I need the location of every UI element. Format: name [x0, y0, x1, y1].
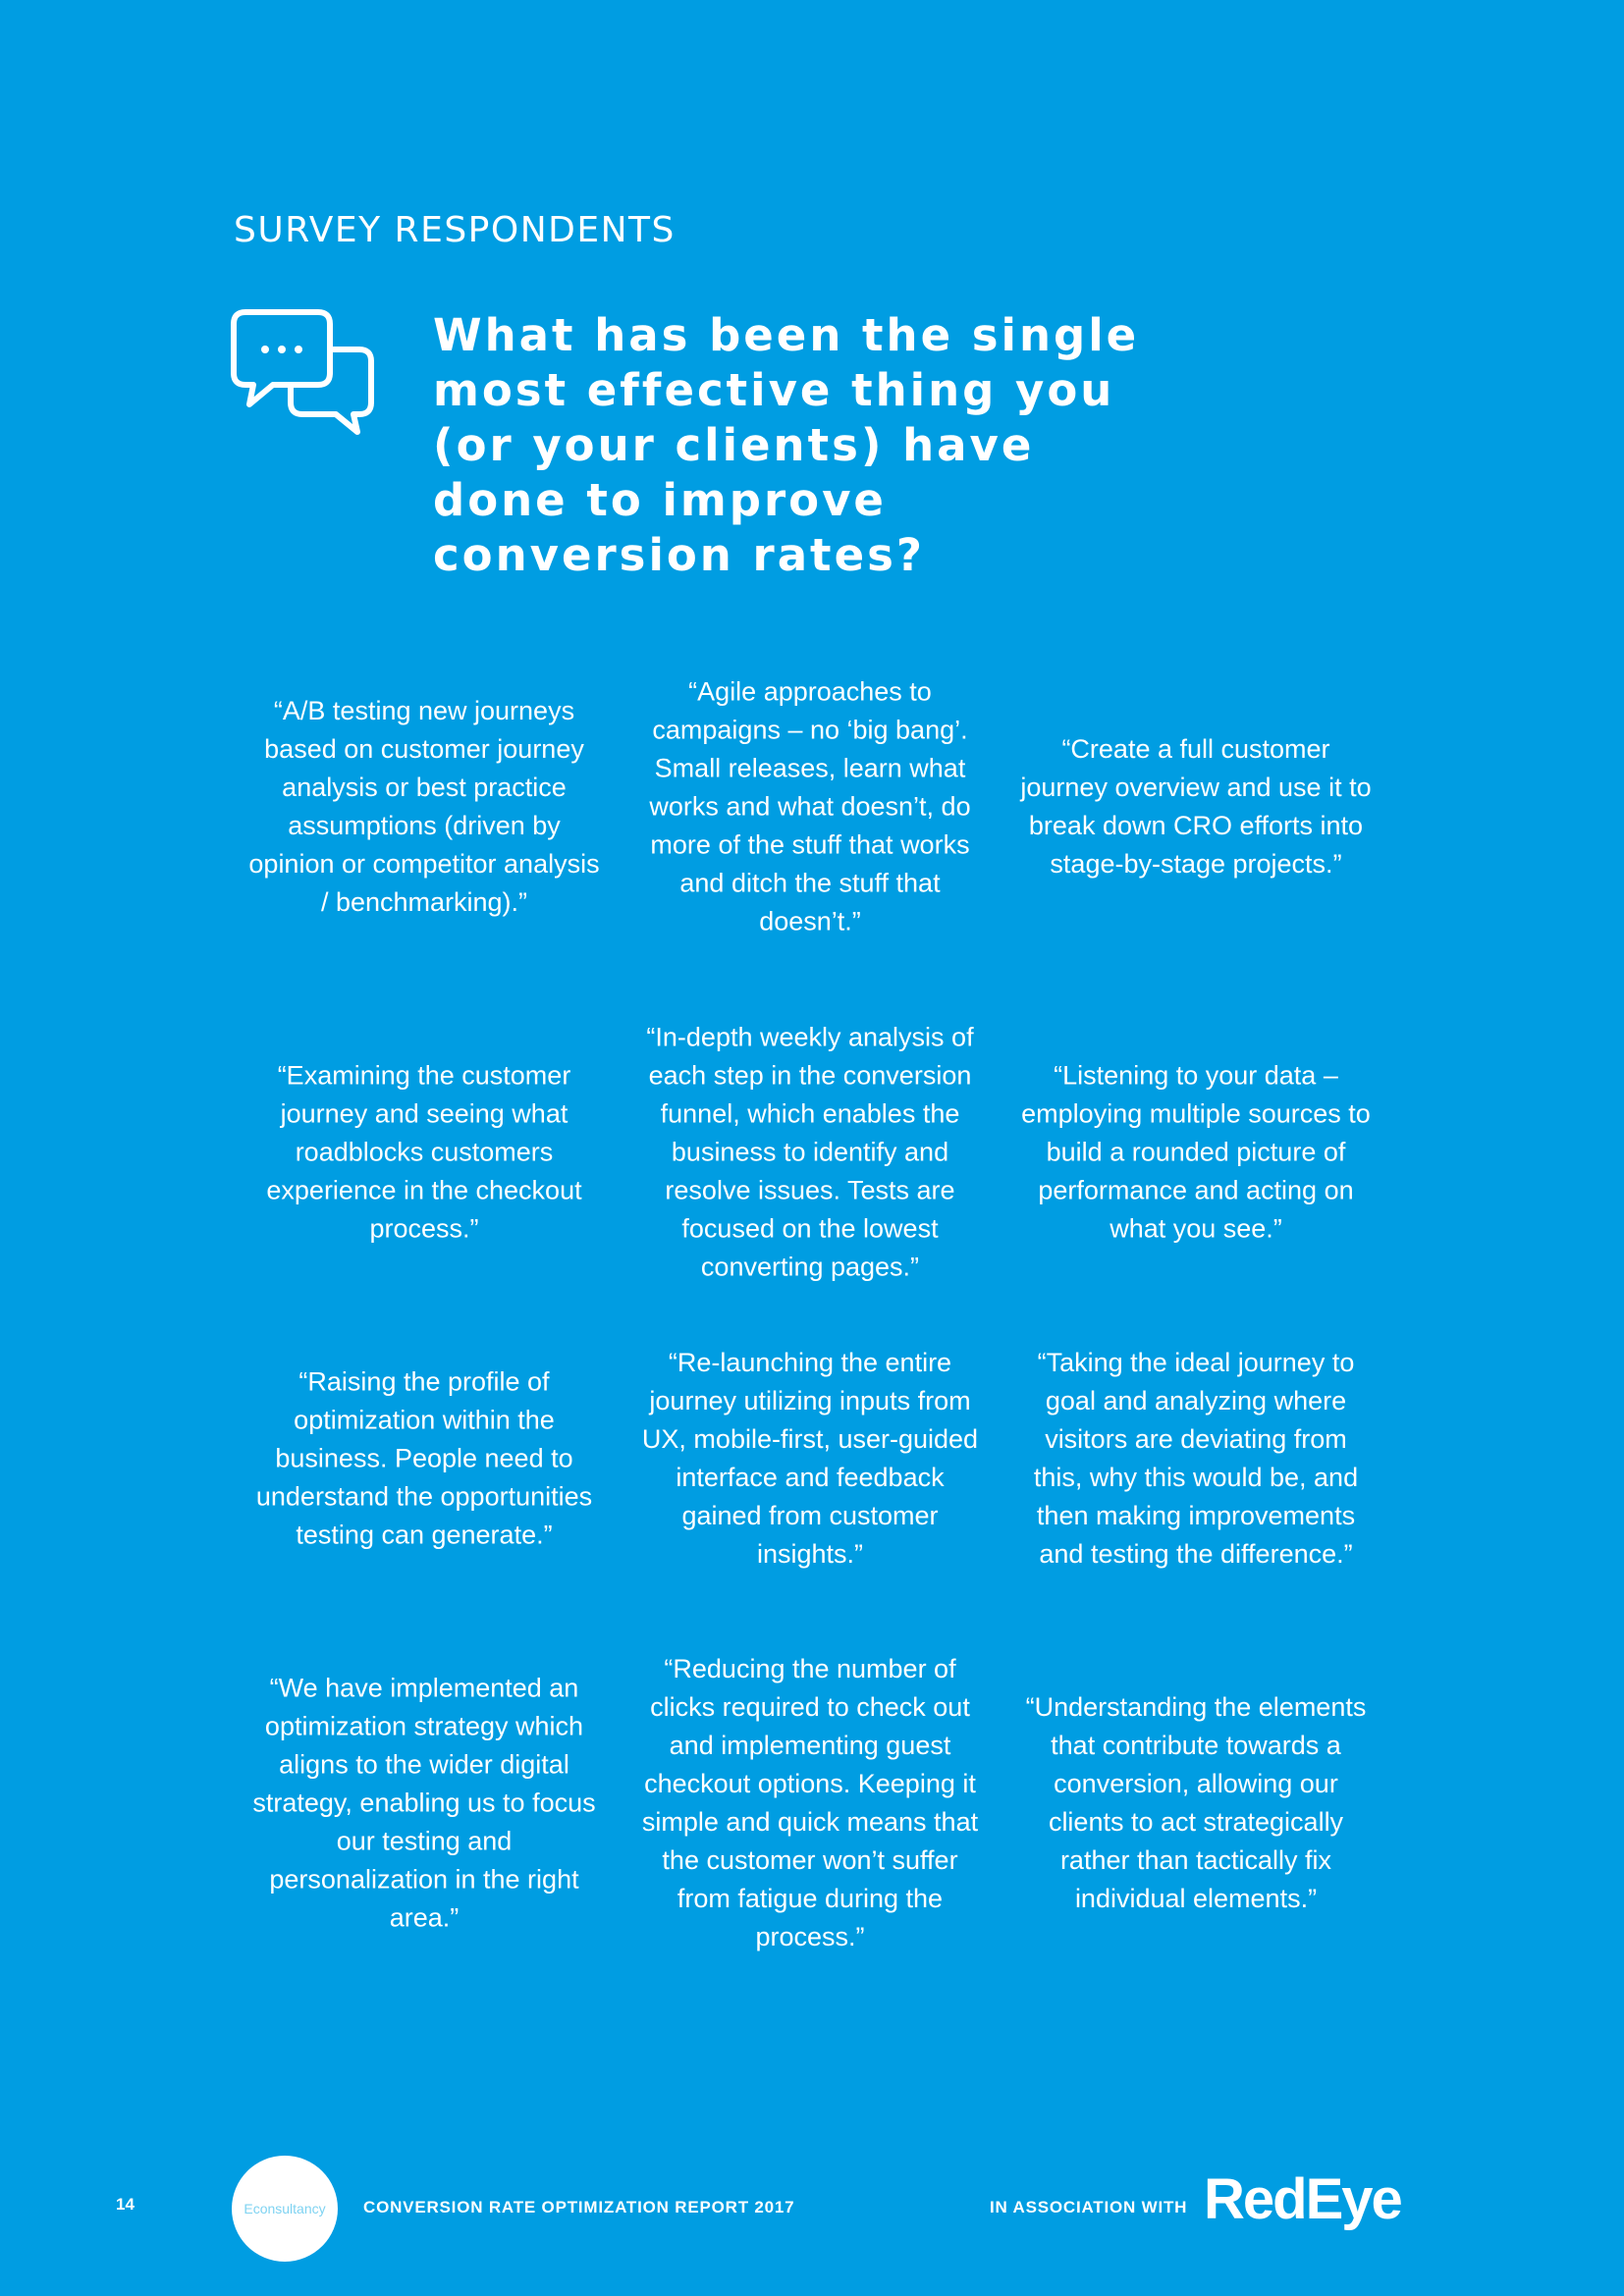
quote-customer-journey-overview: “Create a full customer journey overview and use it to break down CRO efforts into stage-by-stage projects.”	[1020, 734, 1372, 879]
association-label: IN ASSOCIATION WITH	[990, 2198, 1188, 2216]
quote-reducing-clicks: “Reducing the number of clicks required to check out and implementing guest checkout options. Keeping it simple and quick means that the customer won’t suffer from fatigue during the process.”	[641, 1654, 979, 1951]
section-label: SURVEY RESPONDENTS	[234, 210, 676, 250]
econsultancy-logo	[232, 2156, 338, 2262]
quote-weekly-analysis: “In-depth weekly analysis of each step in the conversion funnel, which enables the business to identify and resolve issues. Tests are focused on the lowest converting pages.”	[646, 1022, 974, 1282]
speech-bubbles-icon	[230, 308, 377, 436]
redeye-logo: RedEye	[1204, 2167, 1401, 2231]
quote-understanding-elements: “Understanding the elements that contribute towards a conversion, allowing our clients to act strategically rather than tactically fix individual elements.”	[1025, 1692, 1367, 1913]
page-number: 14	[116, 2195, 135, 2214]
quote-examining-journey: “Examining the customer journey and seeing what roadblocks customers experience in the checkout process.”	[266, 1060, 582, 1244]
quote-ideal-journey: “Taking the ideal journey to goal and analyzing where visitors are deviating from this, why this would be, and then making improvements and testing the difference.”	[1033, 1348, 1359, 1569]
survey-question: What has been the single most effective thing you (or your clients) have done to improve conversion rates?	[433, 309, 1140, 581]
quote-ab-testing: “A/B testing new journeys based on customer journey analysis or best practice assumptions (driven by opinion or competitor analysis / benchmarking).”	[248, 696, 600, 917]
quote-agile-approaches: “Agile approaches to campaigns – no ‘big bang’. Small releases, learn what works and what doesn’t, do more of the stuff that works and ditch the stuff that doesn’t.”	[649, 676, 971, 936]
quote-relaunching-journey: “Re-launching the entire journey utilizing inputs from UX, mobile-first, user-guided interface and feedback gained from customer insights.”	[641, 1348, 979, 1569]
report-title: CONVERSION RATE OPTIMIZATION REPORT 2017	[363, 2198, 795, 2216]
quote-raising-profile: “Raising the profile of optimization within the business. People need to understand the opportunities testing can generate.”	[255, 1366, 593, 1550]
quote-listening-to-data: “Listening to your data – employing multiple sources to build a rounded picture of performance and acting on what you see.”	[1021, 1060, 1371, 1244]
econsultancy-logo-text: Econsultancy	[244, 2201, 326, 2216]
quote-optimization-strategy: “We have implemented an optimization strategy which aligns to the wider digital strategy, enabling us to focus our testing and personalization in the right area.”	[252, 1673, 596, 1933]
